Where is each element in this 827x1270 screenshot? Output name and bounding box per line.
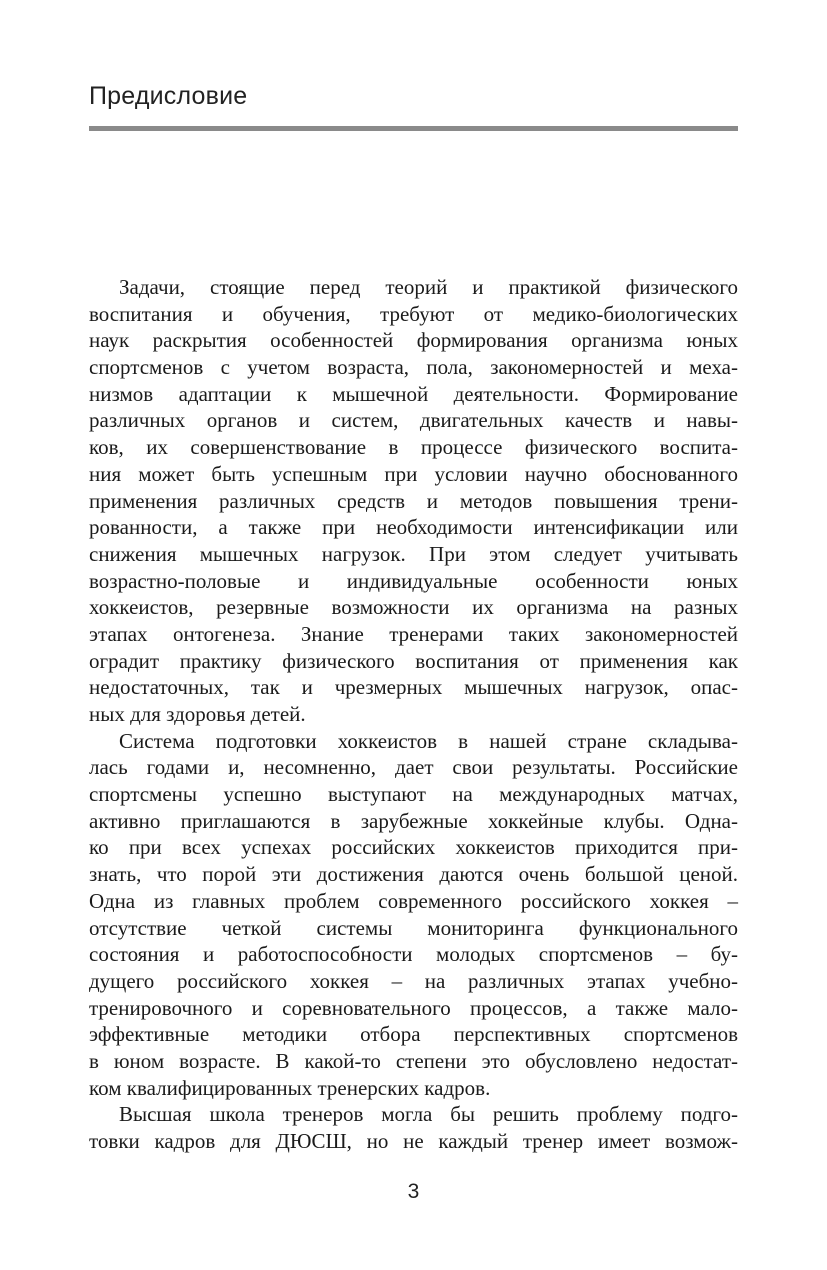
text-line: отсутствие четкой системы мониторинга функционального <box>89 915 738 940</box>
title-divider <box>89 126 738 131</box>
body-text <box>89 274 738 1155</box>
text-line: дущего российского хоккея – на различных этапах учебно- <box>89 968 738 993</box>
text-line: активно приглашаются в зарубежные хоккейные клубы. Однa- <box>89 808 738 833</box>
page-title: Предисловие <box>89 82 248 110</box>
text-line: лась годами и, несомненно, дает свои результаты. Российские <box>89 755 738 780</box>
paragraph <box>89 274 738 728</box>
text-line: этапах онтогенеза. Знание тренерами таких закономерностей <box>89 621 738 646</box>
text-line: воспитания и обучения, требуют от медико-биологических <box>89 301 738 326</box>
text-line: наук раскрытия особенностей формирования организма юных <box>89 328 738 353</box>
text-line: ных для здоровья детей. <box>89 702 306 726</box>
text-line: эффективные методики отбора перспективных спортсменов <box>89 1022 738 1047</box>
paragraph <box>89 728 738 1102</box>
text-line: тренировочного и соревновательного процессов, а также мало- <box>89 995 738 1020</box>
text-line: снижения мышечных нагрузок. При этом следует учитывать <box>89 541 738 566</box>
text-line: хоккеистов, резервные возможности их организма на разных <box>89 595 738 620</box>
text-line: товки кадров для ДЮСШ, но не каждый тренер имеет возмож- <box>89 1129 738 1153</box>
text-line: Одна из главных проблем современного российского хоккея – <box>89 888 738 913</box>
text-line: спортсмены успешно выступают на международных матчах, <box>89 782 738 807</box>
text-line: ков, их совершенствование в процессе физического воспита- <box>89 435 738 460</box>
text-line: ния может быть успешным при условии научно обоснованного <box>89 461 738 486</box>
text-line: различных органов и систем, двигательных качеств и навы- <box>89 408 738 433</box>
text-line: Система подготовки хоккеистов в нашей стране складыва- <box>119 728 738 753</box>
text-line: Задачи, стоящие перед теорий и практикой физического <box>119 275 738 299</box>
text-line: в юном возрасте. В какой-то степени это обусловлено недостат- <box>89 1048 738 1073</box>
text-line: низмов адаптации к мышечной деятельности. Формирование <box>89 381 738 406</box>
text-line: ком квалифицированных тренерских кадров. <box>89 1075 491 1100</box>
text-line: рованности, а также при необходимости интенсификации или <box>89 515 738 540</box>
text-line: знать, что порой эти достижения даются очень большой ценой. <box>89 862 738 887</box>
text-line: применения различных средств и методов повышения трени- <box>89 488 738 513</box>
text-line: ко при всех успехах российских хоккеистов приходится при- <box>89 835 738 860</box>
paragraph <box>89 1101 738 1154</box>
text-line: недостаточных, так и чрезмерных мышечных нагрузок, опас- <box>89 675 738 700</box>
text-line: возрастно-половые и индивидуальные особенности юных <box>89 568 738 593</box>
page-number: 3 <box>407 1180 420 1203</box>
text-line: Высшая школа тренеров могла бы решить проблему подго- <box>119 1102 738 1127</box>
text-line: спортсменов с учетом возраста, пола, закономерностей и меха- <box>89 355 738 380</box>
text-line: оградит практику физического воспитания от применения как <box>89 648 738 673</box>
text-line: состояния и работоспособности молодых спортсменов – бу- <box>89 942 738 967</box>
